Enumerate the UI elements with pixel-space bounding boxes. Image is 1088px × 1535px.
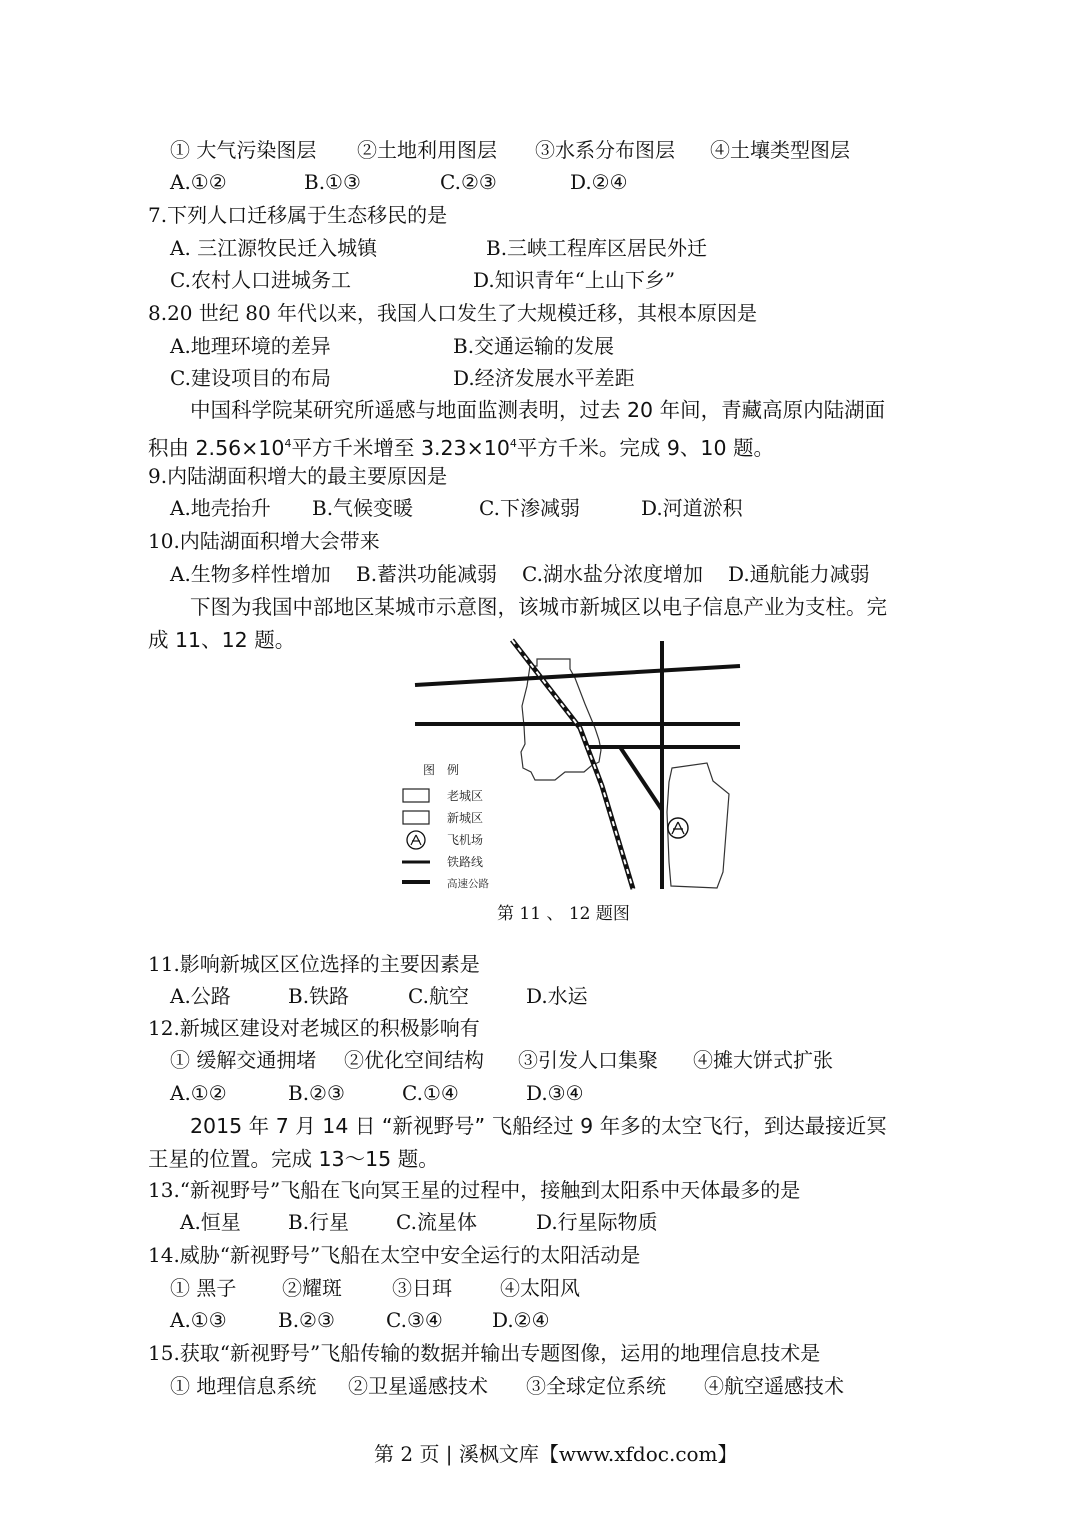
- q12-choice-3: ③引发人口集聚: [518, 1048, 658, 1072]
- q15-choice-4: ④航空遥感技术: [704, 1374, 844, 1398]
- legend-railway-label: 铁路线: [447, 855, 484, 869]
- q12-choice-4: ④摊大饼式扩张: [693, 1048, 833, 1072]
- q12-options: [170, 1079, 930, 1107]
- q10-option-d: D.通航能力减弱: [728, 562, 870, 586]
- legend-old-city-label: 老城区: [447, 789, 484, 803]
- q6-option-d: D.②④: [570, 170, 628, 194]
- q12-option-a: A.①②: [170, 1081, 227, 1105]
- q11-option-d: D.水运: [526, 984, 588, 1008]
- passage-3-line-1: 2015 年 7 月 14 日 “新视野号” 飞船经过 9 年多的太空飞行，到达最接近冥: [190, 1114, 887, 1138]
- q8-options-row1: [170, 332, 930, 360]
- q14-option-a: A.①③: [170, 1308, 227, 1332]
- passage-2-line-2: 成 11、12 题。: [148, 628, 296, 652]
- q10-option-c: C.湖水盐分浓度增加: [522, 562, 703, 586]
- q6-choice-4: ④土壤类型图层: [710, 138, 850, 162]
- q13-option-a: A.恒星: [180, 1210, 241, 1234]
- q12-choices: [170, 1046, 930, 1074]
- legend-airport-icon: [407, 831, 425, 849]
- q13-options: [180, 1208, 940, 1236]
- q14-choice-1: ① 黑子: [170, 1276, 237, 1300]
- q6-choices: [170, 136, 930, 164]
- figure-caption: 第 11 、 12 题图: [497, 904, 630, 924]
- q9-options: [170, 494, 930, 522]
- q8-options-row2: [170, 364, 930, 392]
- q9-option-a: A.地壳抬升: [170, 496, 271, 520]
- q8-option-c: C.建设项目的布局: [170, 366, 331, 390]
- q7-options-row2: [170, 266, 930, 294]
- legend-old-city-swatch: [403, 789, 429, 802]
- q9-stem: 9.内陆湖面积增大的最主要原因是: [148, 464, 448, 488]
- q11-option-c: C.航空: [408, 984, 469, 1008]
- q11-option-a: A.公路: [170, 984, 231, 1008]
- q7-options-row1: [170, 234, 930, 262]
- q11-option-b: B.铁路: [288, 984, 350, 1008]
- q15-choice-3: ③全球定位系统: [526, 1374, 666, 1398]
- q14-choices: [170, 1274, 930, 1302]
- q12-choice-1: ① 缓解交通拥堵: [170, 1048, 317, 1072]
- q15-choice-1: ① 地理信息系统: [170, 1374, 317, 1398]
- q8-stem: 8.20 世纪 80 年代以来，我国人口发生了大规模迁移，其根本原因是: [148, 301, 758, 325]
- passage-1-text-c: 平方千米。完成 9、10 题。: [516, 436, 775, 460]
- legend-new-city-swatch: [403, 811, 429, 824]
- q7-option-b: B.三峡工程库区居民外迁: [486, 236, 708, 260]
- q8-option-d: D.经济发展水平差距: [453, 366, 635, 390]
- q14-option-d: D.②④: [492, 1308, 550, 1332]
- q9-option-c: C.下渗减弱: [479, 496, 580, 520]
- passage-1-exponent-1: 4: [284, 437, 292, 450]
- q12-stem: 12.新城区建设对老城区的积极影响有: [148, 1016, 480, 1040]
- q14-option-c: C.③④: [386, 1308, 443, 1332]
- q9-option-d: D.河道淤积: [641, 496, 743, 520]
- q13-option-d: D.行星际物质: [536, 1210, 658, 1234]
- q14-choice-3: ③日珥: [392, 1276, 452, 1300]
- q14-option-b: B.②③: [278, 1308, 335, 1332]
- legend-title: 图 例: [423, 763, 460, 777]
- highway-horizontal-top: [415, 666, 740, 685]
- q8-option-a: A.地理环境的差异: [170, 334, 331, 358]
- airport-icon: [668, 818, 688, 838]
- q15-choice-2: ②卫星遥感技术: [348, 1374, 488, 1398]
- q6-choice-1: ① 大气污染图层: [170, 138, 317, 162]
- q11-stem: 11.影响新城区区位选择的主要因素是: [148, 952, 480, 976]
- q11-options: [170, 982, 930, 1010]
- q14-choice-2: ②耀斑: [282, 1276, 342, 1300]
- q6-choice-3: ③水系分布图层: [535, 138, 675, 162]
- q7-option-d: D.知识青年“上山下乡”: [473, 268, 676, 292]
- q14-choice-4: ④太阳风: [500, 1276, 580, 1300]
- q10-stem: 10.内陆湖面积增大会带来: [148, 529, 380, 553]
- passage-1-line-2: [148, 430, 774, 462]
- q6-option-b: B.①③: [304, 170, 361, 194]
- passage-2-line-1: 下图为我国中部地区某城市示意图，该城市新城区以电子信息产业为支柱。完: [190, 595, 887, 619]
- q9-option-b: B.气候变暖: [312, 496, 414, 520]
- q6-choice-2: ②土地利用图层: [357, 138, 497, 162]
- q15-stem: 15.获取“新视野号”飞船传输的数据并输出专题图像，运用的地理信息技术是: [148, 1341, 821, 1365]
- q6-options: [170, 168, 930, 196]
- q14-stem: 14.威胁“新视野号”飞船在太空中安全运行的太阳活动是: [148, 1243, 641, 1267]
- q7-stem: 7.下列人口迁移属于生态移民的是: [148, 203, 448, 227]
- q13-stem: 13.“新视野号”飞船在飞向冥王星的过程中，接触到太阳系中天体最多的是: [148, 1178, 801, 1202]
- q15-choices: [170, 1372, 930, 1400]
- q14-options: [170, 1306, 930, 1334]
- highway-spur: [620, 747, 662, 810]
- q10-option-a: A.生物多样性增加: [170, 562, 331, 586]
- passage-1-text-b: 平方千米增至 3.23×10: [291, 436, 510, 460]
- passage-1-text-a: 积由 2.56×10: [148, 436, 285, 460]
- passage-1-line-1: 中国科学院某研究所遥感与地面监测表明，过去 20 年间，青藏高原内陆湖面: [190, 398, 886, 422]
- q10-options: [170, 560, 930, 588]
- q12-option-b: B.②③: [288, 1081, 345, 1105]
- q6-option-a: A.①②: [170, 170, 227, 194]
- passage-3-line-2: 王星的位置。完成 13～15 题。: [148, 1147, 439, 1171]
- q12-option-d: D.③④: [526, 1081, 584, 1105]
- q7-option-c: C.农村人口进城务工: [170, 268, 351, 292]
- q10-option-b: B.蓄洪功能减弱: [356, 562, 498, 586]
- q12-option-c: C.①④: [402, 1081, 459, 1105]
- q12-choice-2: ②优化空间结构: [344, 1048, 484, 1072]
- q13-option-b: B.行星: [288, 1210, 350, 1234]
- legend-new-city-label: 新城区: [447, 811, 484, 825]
- passage-1-exponent-2: 4: [509, 437, 517, 450]
- city-map-figure: [395, 636, 745, 896]
- page-footer: 第 2 页 | 溪枫文库【www.xfdoc.com】: [374, 1442, 738, 1466]
- legend-highway-label: 高速公路: [447, 878, 489, 890]
- q7-option-a: A. 三江源牧民迁入城镇: [170, 236, 378, 260]
- legend-airport-label: 飞机场: [447, 833, 484, 847]
- q8-option-b: B.交通运输的发展: [453, 334, 615, 358]
- q6-option-c: C.②③: [440, 170, 497, 194]
- q13-option-c: C.流星体: [396, 1210, 477, 1234]
